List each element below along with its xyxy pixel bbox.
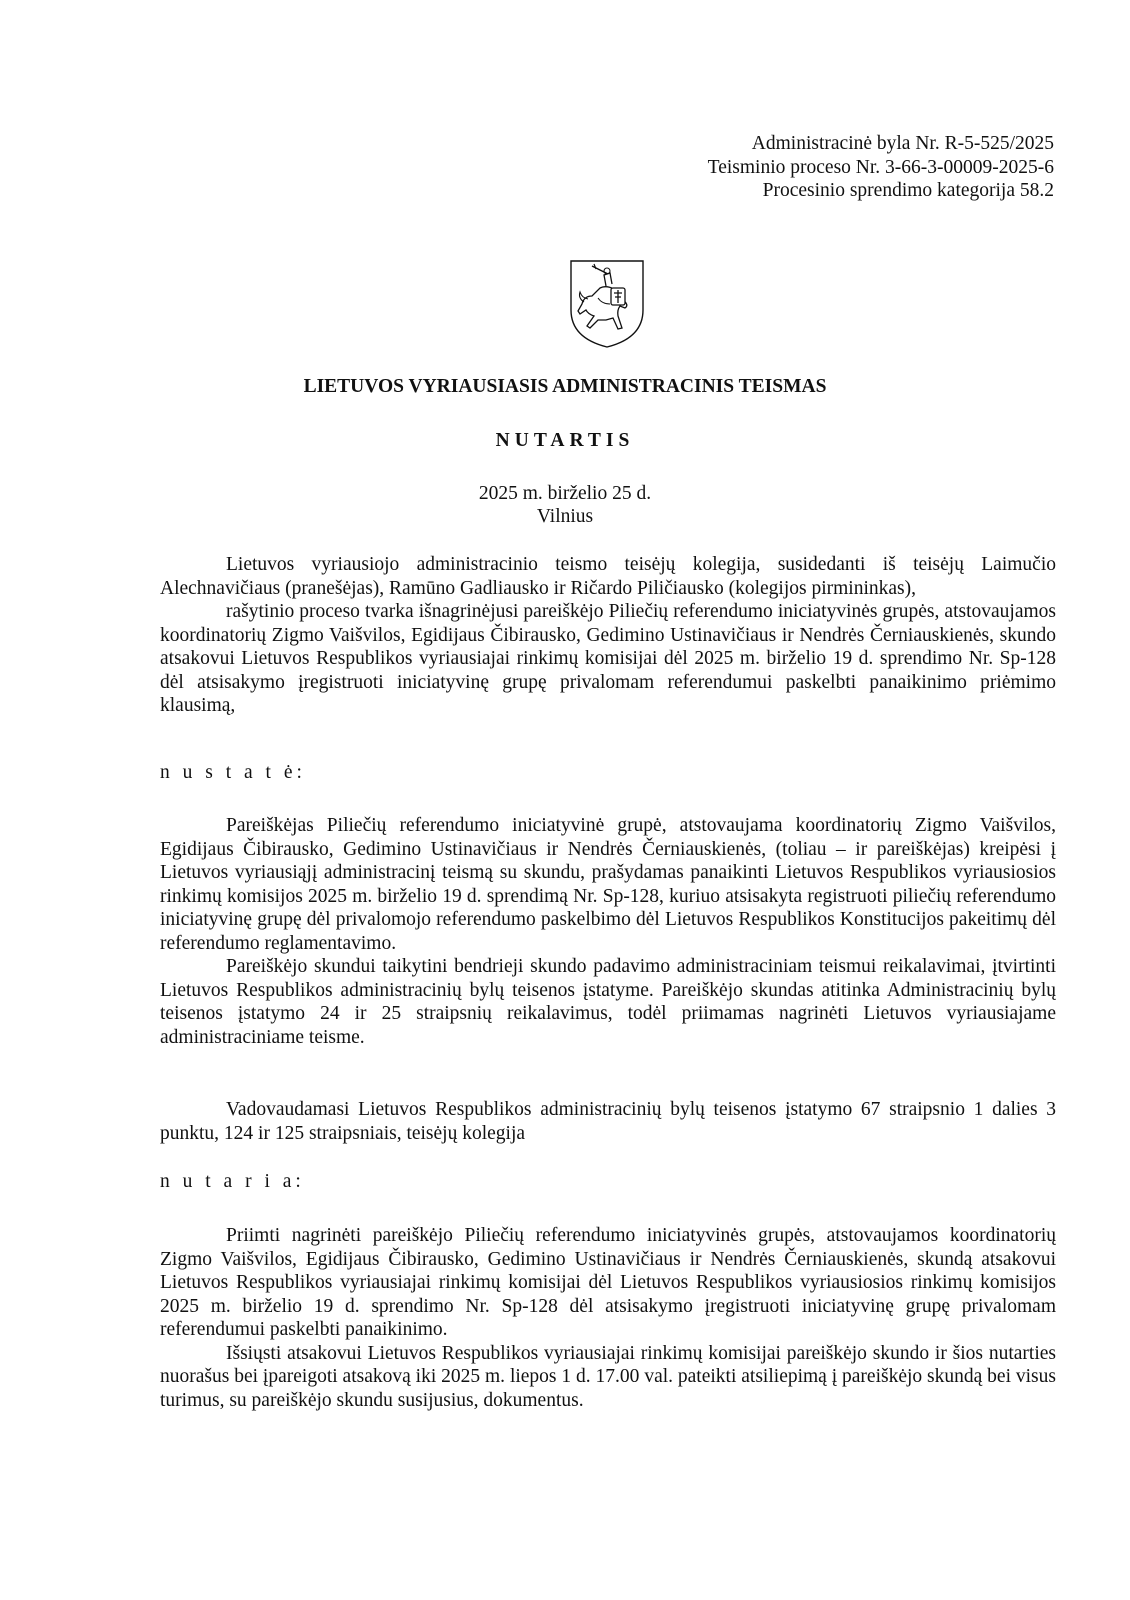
ruling-paragraph: Priimti nagrinėti pareiškėjo Piliečių referendumo iniciatyvinės grupės, atstovaujamos koordinatorių Zigmo Vaišvilos, Egidijaus Čibirausko, Gedimino Ustinavičiaus ir Nendrės Černiauskienės, skundą atsakovui Lietuvos Respublikos vyriausiajai rinkimų komisijai dėl Lietuvos Respublikos vyriausiosios rinkimų komisijos 2025 m. birželio 19 d. sprendimo Nr. Sp-128 dėl atsisakymo įregistruoti iniciatyvinę grupę privalomam referendumui paskelbti panaikinimo.: [160, 1225, 1056, 1340]
section-keyword: n u s t a t ė:: [160, 762, 306, 783]
nutaria-section: [160, 1224, 1056, 1412]
basis-paragraph: Vadovaudamasi Lietuvos Respublikos administracinių bylų teisenos įstatymo 67 straipsnio 1 dalies 3 punktu, 124 ir 125 straipsniais, teisėjų kolegija: [160, 1099, 1056, 1144]
nustate-section: [160, 814, 1056, 1049]
document-date: 2025 m. birželio 25 d.: [478, 483, 652, 504]
process-number: Teisminio proceso Nr. 3-66-3-00009-2025-6: [707, 156, 1054, 178]
basis-section: [160, 1098, 1056, 1145]
ruling-paragraph: Išsiųsti atsakovui Lietuvos Respublikos vyriausiajai rinkimų komisijai pareiškėjo skundo ir šios nutarties nuorašus bei įpareigoti atsakovą iki 2025 m. liepos 1 d. 17.00 val. pateikti atsiliepimą į pareiškėjo skundą bei visus turimus, su pareiškėjo skundu susijusius, dokumentus.: [160, 1342, 1056, 1411]
court-name: LIETUVOS VYRIAUSIASIS ADMINISTRACINIS TEISMAS: [303, 376, 827, 397]
intro-section: [160, 553, 1056, 718]
case-header: [708, 132, 1054, 203]
body-paragraph: Pareiškėjo skundui taikytini bendrieji skundo padavimo administraciniam teismui reikalavimai, įtvirtinti Lietuvos Respublikos administracinių bylų teisenos įstatyme. Pareiškėjo skundas atitinka Administracinių bylų teisenos įstatymo 24 ir 25 straipsnių reikalavimus, todėl priimamas nagrinėti Lietuvos vyriausiajame administraciniame teisme.: [160, 956, 1056, 1048]
lithuanian-coat-of-arms-icon: [568, 258, 646, 350]
case-number: Administracinė byla Nr. R-5-525/2025: [751, 133, 1054, 154]
document-title: NUTARTIS: [495, 430, 635, 451]
body-paragraph: Pareiškėjas Piliečių referendumo iniciatyvinė grupė, atstovaujama koordinatorių Zigmo Vaišvilos, Egidijaus Čibirausko, Gedimino Ustinavičiaus ir Nendrės Černiauskienės, (toliau – ir pareiškėjas) kreipėsi į Lietuvos vyriausiąjį administracinį teismą su skundu, prašydamas panaikinti Lietuvos Respublikos vyriausiosios rinkimų komisijos 2025 m. birželio 19 d. sprendimą Nr. Sp-128, kuriuo atsisakyta registruoti piliečių referendumo iniciatyvinę grupę dėl privalomojo referendumo paskelbimo dėl Lietuvos Respublikos Konstitucijos pakeitimų dėl referendumo reglamentavimo.: [160, 815, 1056, 954]
intro-paragraph: rašytinio proceso tvarka išnagrinėjusi pareiškėjo Piliečių referendumo iniciatyvinės grupės, atstovaujamos koordinatorių Zigmo Vaišvilos, Egidijaus Čibirausko, Gedimino Ustinavičiaus ir Nendrės Černiauskienės, skundo atsakovui Lietuvos Respublikos vyriausiajai rinkimų komisijai dėl 2025 m. birželio 19 d. sprendimo Nr. Sp-128 dėl atsisakymo įregistruoti iniciatyvinę grupę privalomam referendumui paskelbti panaikinimo priėmimo klausimą,: [160, 601, 1056, 716]
decision-category: Procesinio sprendimo kategorija 58.2: [762, 180, 1054, 201]
nutaria-label: [160, 1170, 1056, 1194]
nustate-label: [160, 761, 1056, 785]
intro-paragraph: Lietuvos vyriausiojo administracinio teismo teisėjų kolegija, susidedanti iš teisėjų Laimučio Alechnavičiaus (pranešėjas), Ramūno Gadliausko ir Ričardo Piličiausko (kolegijos pirmininkas),: [160, 554, 1056, 599]
document-place: Vilnius: [536, 506, 594, 527]
section-keyword: n u t a r i a:: [160, 1171, 305, 1192]
